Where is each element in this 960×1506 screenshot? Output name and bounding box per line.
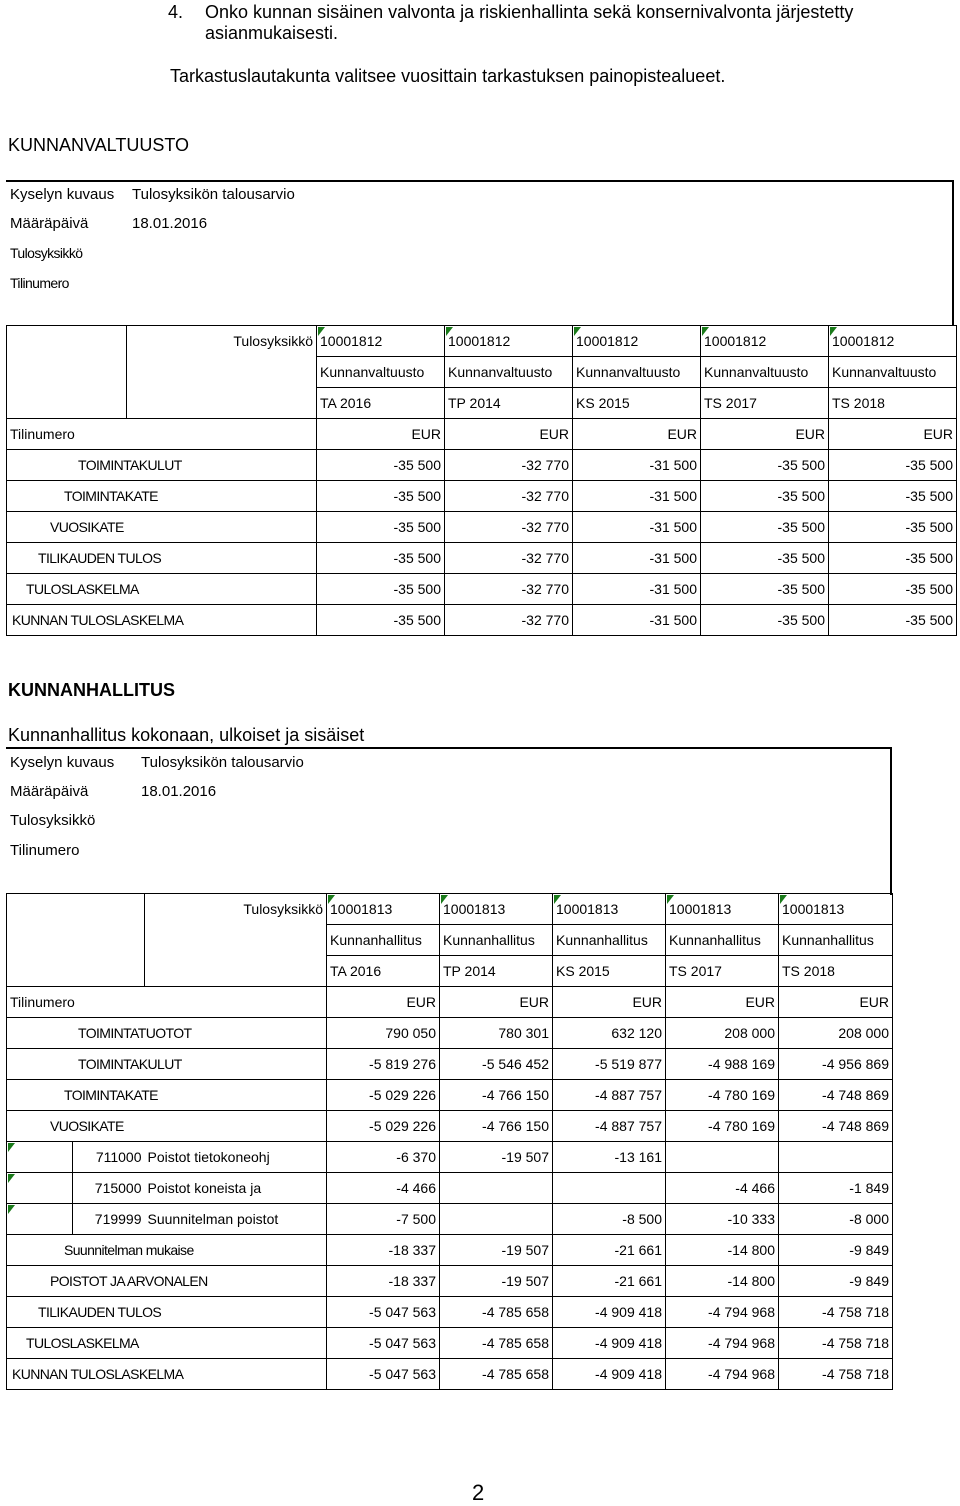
- value-cell: -5 819 276: [327, 1049, 440, 1080]
- row-label: [7, 1266, 327, 1297]
- cell-text: TP 2014: [443, 963, 496, 979]
- row-label: [7, 605, 317, 636]
- column-period: [666, 956, 779, 987]
- value-cell: -4 766 150: [440, 1080, 553, 1111]
- value-cell: -35 500: [317, 574, 445, 605]
- value-cell: -14 800: [666, 1235, 779, 1266]
- value-cell: -32 770: [445, 574, 573, 605]
- value-cell: -35 500: [701, 481, 829, 512]
- cell-text: TS 2018: [782, 963, 835, 979]
- page-number: 2: [472, 1480, 485, 1505]
- value-cell: -4 794 968: [666, 1359, 779, 1390]
- table-header-row: [7, 357, 957, 388]
- value-cell: -4 780 169: [666, 1111, 779, 1142]
- table-header-row: [7, 388, 957, 419]
- value-cell: -4 887 757: [553, 1111, 666, 1142]
- table-row: [7, 1328, 893, 1359]
- value-cell: -21 661: [553, 1266, 666, 1297]
- value-cell: -35 500: [317, 481, 445, 512]
- value-cell: -5 519 877: [553, 1049, 666, 1080]
- section-heading-kunnanhallitus: KUNNANHALLITUS: [8, 680, 175, 700]
- column-name: [440, 925, 553, 956]
- value-cell: -4 758 718: [779, 1328, 893, 1359]
- value-cell: -35 500: [317, 450, 445, 481]
- account-label: Tilinumero: [10, 275, 69, 291]
- cell-text: Kunnanhallitus: [556, 932, 648, 948]
- column-period: [445, 388, 573, 419]
- cell-text: EUR: [795, 426, 825, 442]
- value-cell: -4 909 418: [553, 1328, 666, 1359]
- value-cell: -35 500: [829, 512, 957, 543]
- cell-text: EUR: [923, 426, 953, 442]
- value-cell: -35 500: [829, 574, 957, 605]
- row-label-text: POISTOT JA ARVONALEN: [50, 1273, 208, 1289]
- value-cell: -4 466: [666, 1173, 779, 1204]
- row-label-text: KUNNAN TULOSLASKELMA: [12, 1366, 184, 1382]
- cell-text: KS 2015: [556, 963, 610, 979]
- table-header-row: [7, 326, 957, 357]
- value-cell: 208 000: [779, 1018, 893, 1049]
- cell-text: Kunnanvaltuusto: [832, 364, 937, 380]
- value-cell: -6 370: [327, 1142, 440, 1173]
- unit-label: Tulosyksikkö: [10, 812, 96, 829]
- cell-text: TS 2017: [704, 395, 757, 411]
- report-info-frame-2: [6, 747, 892, 895]
- list-number-4: 4.: [168, 2, 184, 22]
- value-cell: -4 466: [327, 1173, 440, 1204]
- value-cell: -4 794 968: [666, 1328, 779, 1359]
- row-label: [7, 1049, 327, 1080]
- value-cell: -35 500: [701, 574, 829, 605]
- intro-sentence: Tarkastuslautakunta valitsee vuosittain tarkastuksen painopistealueet.: [170, 66, 726, 86]
- cell-text: 10001813: [556, 901, 619, 917]
- value-cell: -35 500: [829, 543, 957, 574]
- value-cell: -35 500: [701, 512, 829, 543]
- column-period: [317, 388, 445, 419]
- value-cell: -31 500: [573, 481, 701, 512]
- column-currency: [553, 987, 666, 1018]
- table-row: [7, 1235, 893, 1266]
- value-cell: [779, 1142, 893, 1173]
- column-unit: [666, 894, 779, 925]
- row-label: [7, 1297, 327, 1328]
- cell-text: 10001812: [320, 333, 383, 349]
- header-blank-cell: [7, 326, 127, 419]
- table-row: [7, 1359, 893, 1390]
- value-cell: -9 849: [779, 1266, 893, 1297]
- value-cell: -4 988 169: [666, 1049, 779, 1080]
- column-currency: [440, 987, 553, 1018]
- cell-text: Kunnanvaltuusto: [576, 364, 681, 380]
- cell-text: EUR: [411, 426, 441, 442]
- account-code: 719999: [73, 1204, 145, 1235]
- cell-text: EUR: [859, 994, 889, 1010]
- value-cell: -19 507: [440, 1266, 553, 1297]
- column-currency: [666, 987, 779, 1018]
- value-cell: -35 500: [317, 605, 445, 636]
- column-period: [440, 956, 553, 987]
- value-cell: -5 546 452: [440, 1049, 553, 1080]
- date-value: 18.01.2016: [141, 783, 217, 800]
- cell-text: Kunnanhallitus: [669, 932, 761, 948]
- column-unit: [779, 894, 893, 925]
- value-cell: -10 333: [666, 1204, 779, 1235]
- value-cell: -32 770: [445, 512, 573, 543]
- value-cell: -35 500: [317, 543, 445, 574]
- cell-text: Kunnanvaltuusto: [320, 364, 425, 380]
- table-row: [7, 450, 957, 481]
- value-cell: -4 785 658: [440, 1359, 553, 1390]
- value-cell: -35 500: [829, 481, 957, 512]
- table-row: [7, 512, 957, 543]
- cell-text: 10001813: [669, 901, 732, 917]
- table-row: [7, 1142, 893, 1173]
- table-header-row: [7, 419, 957, 450]
- value-cell: -5 047 563: [327, 1297, 440, 1328]
- value-cell: -4 766 150: [440, 1111, 553, 1142]
- column-unit: [445, 326, 573, 357]
- unit-header: Tulosyksikkö: [145, 894, 327, 925]
- query-value: Tulosyksikön talousarvio: [132, 186, 295, 203]
- cell-text: 10001813: [782, 901, 845, 917]
- account-name: Suunnitelman poistot: [145, 1204, 327, 1235]
- comment-marker-icon: [328, 895, 335, 904]
- value-cell: -4 956 869: [779, 1049, 893, 1080]
- value-cell: -35 500: [829, 605, 957, 636]
- cell-text: TS 2018: [832, 395, 885, 411]
- value-cell: -4 794 968: [666, 1297, 779, 1328]
- column-name: [553, 925, 666, 956]
- comment-marker-icon: [8, 1143, 15, 1152]
- value-cell: -4 758 718: [779, 1297, 893, 1328]
- cell-text: Kunnanhallitus: [443, 932, 535, 948]
- column-period: [553, 956, 666, 987]
- cell-text: EUR: [539, 426, 569, 442]
- budget-table-kunnanvaltuusto: [6, 325, 957, 636]
- row-label-text: TILIKAUDEN TULOS: [38, 1304, 162, 1320]
- account-name: Poistot koneista ja: [145, 1173, 327, 1204]
- comment-marker-icon: [8, 1174, 15, 1183]
- row-label-text: Suunnitelman mukaise: [64, 1242, 194, 1258]
- comment-marker-icon: [702, 327, 709, 336]
- value-cell: -8 000: [779, 1204, 893, 1235]
- value-cell: -35 500: [829, 450, 957, 481]
- account-name: Poistot tietokoneohj: [145, 1142, 327, 1173]
- value-cell: -35 500: [701, 605, 829, 636]
- cell-text: EUR: [632, 994, 662, 1010]
- row-label: [7, 1235, 327, 1266]
- row-label: [7, 1328, 327, 1359]
- column-unit: [327, 894, 440, 925]
- row-label: [7, 512, 317, 543]
- row-marker-cell: [7, 1142, 73, 1173]
- table-row: [7, 1080, 893, 1111]
- list-item-4-line1: Onko kunnan sisäinen valvonta ja riskienhallinta sekä konsernivalvonta järjestetty: [205, 2, 854, 22]
- table-row: [7, 1297, 893, 1328]
- cell-text: 10001812: [704, 333, 767, 349]
- table-row: [7, 574, 957, 605]
- column-unit: [829, 326, 957, 357]
- row-marker-cell: [7, 1173, 73, 1204]
- query-value: Tulosyksikön talousarvio: [141, 754, 304, 771]
- comment-marker-icon: [574, 327, 581, 336]
- cell-text: Kunnanvaltuusto: [448, 364, 553, 380]
- row-label: [7, 1359, 327, 1390]
- value-cell: -32 770: [445, 605, 573, 636]
- value-cell: [666, 1142, 779, 1173]
- column-unit: [573, 326, 701, 357]
- value-cell: -19 507: [440, 1142, 553, 1173]
- row-label-text: TULOSLASKELMA: [26, 581, 139, 597]
- cell-text: TA 2016: [320, 395, 372, 411]
- query-label: Kyselyn kuvaus: [10, 754, 115, 771]
- comment-marker-icon: [8, 1205, 15, 1214]
- column-currency: [701, 419, 829, 450]
- value-cell: -13 161: [553, 1142, 666, 1173]
- row-label-text: KUNNAN TULOSLASKELMA: [12, 612, 184, 628]
- value-cell: -4 758 718: [779, 1359, 893, 1390]
- comment-marker-icon: [318, 327, 325, 336]
- value-cell: -32 770: [445, 543, 573, 574]
- table-row: [7, 1111, 893, 1142]
- column-currency: [327, 987, 440, 1018]
- value-cell: -4 785 658: [440, 1297, 553, 1328]
- column-name: [701, 357, 829, 388]
- row-label-text: TOIMINTAKATE: [64, 488, 158, 504]
- value-cell: -4 909 418: [553, 1297, 666, 1328]
- cell-text: TS 2017: [669, 963, 722, 979]
- budget-table-kunnanhallitus: [6, 893, 893, 1390]
- account-label: Tilinumero: [10, 842, 80, 859]
- account-header: Tilinumero: [7, 419, 317, 450]
- row-label-text: VUOSIKATE: [50, 1118, 124, 1134]
- unit-header: Tulosyksikkö: [127, 326, 317, 357]
- row-label: [7, 543, 317, 574]
- date-label: Määräpäivä: [10, 783, 89, 800]
- comment-marker-icon: [554, 895, 561, 904]
- cell-text: EUR: [667, 426, 697, 442]
- value-cell: [553, 1173, 666, 1204]
- value-cell: [440, 1204, 553, 1235]
- account-header: Tilinumero: [7, 987, 327, 1018]
- column-currency: [829, 419, 957, 450]
- value-cell: -7 500: [327, 1204, 440, 1235]
- list-item-4-line2: asianmukaisesti.: [205, 23, 339, 43]
- column-currency: [573, 419, 701, 450]
- row-label: [7, 574, 317, 605]
- cell-text: TP 2014: [448, 395, 501, 411]
- value-cell: 208 000: [666, 1018, 779, 1049]
- value-cell: -9 849: [779, 1235, 893, 1266]
- cell-text: 10001812: [448, 333, 511, 349]
- cell-text: 10001812: [832, 333, 895, 349]
- value-cell: -32 770: [445, 481, 573, 512]
- row-label: [7, 1111, 327, 1142]
- cell-text: 10001812: [576, 333, 639, 349]
- table-row: [7, 1204, 893, 1235]
- row-label: [7, 450, 317, 481]
- value-cell: [440, 1173, 553, 1204]
- cell-text: Kunnanhallitus: [330, 932, 422, 948]
- header-spacer: [145, 925, 327, 956]
- value-cell: -21 661: [553, 1235, 666, 1266]
- value-cell: -19 507: [440, 1235, 553, 1266]
- value-cell: -31 500: [573, 605, 701, 636]
- column-name: [573, 357, 701, 388]
- comment-marker-icon: [441, 895, 448, 904]
- column-name: [317, 357, 445, 388]
- value-cell: -35 500: [317, 512, 445, 543]
- cell-text: Kunnanhallitus: [782, 932, 874, 948]
- table-header-row: [7, 987, 893, 1018]
- column-name: [327, 925, 440, 956]
- value-cell: -32 770: [445, 450, 573, 481]
- header-spacer: [127, 388, 317, 419]
- column-name: [445, 357, 573, 388]
- date-label: Määräpäivä: [10, 215, 89, 232]
- cell-text: EUR: [406, 994, 436, 1010]
- table-row: [7, 1018, 893, 1049]
- section-heading-kunnanvaltuusto: KUNNANVALTUUSTO: [8, 135, 190, 155]
- value-cell: 632 120: [553, 1018, 666, 1049]
- row-label-text: VUOSIKATE: [50, 519, 124, 535]
- table-row: [7, 543, 957, 574]
- column-currency: [779, 987, 893, 1018]
- column-name: [666, 925, 779, 956]
- value-cell: -31 500: [573, 543, 701, 574]
- column-period: [779, 956, 893, 987]
- value-cell: 780 301: [440, 1018, 553, 1049]
- value-cell: -4 909 418: [553, 1359, 666, 1390]
- value-cell: -35 500: [701, 543, 829, 574]
- value-cell: -35 500: [701, 450, 829, 481]
- row-label-text: TOIMINTAKULUT: [78, 457, 182, 473]
- query-label: Kyselyn kuvaus: [10, 186, 115, 203]
- cell-text: 10001813: [330, 901, 393, 917]
- column-name: [829, 357, 957, 388]
- header-blank-cell: [7, 894, 145, 987]
- comment-marker-icon: [667, 895, 674, 904]
- row-label-text: TOIMINTAKULUT: [78, 1056, 182, 1072]
- table-row: [7, 1049, 893, 1080]
- column-unit: [553, 894, 666, 925]
- value-cell: -5 047 563: [327, 1359, 440, 1390]
- value-cell: -4 748 869: [779, 1111, 893, 1142]
- account-code: 711000: [73, 1142, 145, 1173]
- section-subheading: Kunnanhallitus kokonaan, ulkoiset ja sisäiset: [8, 725, 365, 745]
- comment-marker-icon: [780, 895, 787, 904]
- value-cell: -31 500: [573, 512, 701, 543]
- value-cell: -18 337: [327, 1266, 440, 1297]
- value-cell: -4 780 169: [666, 1080, 779, 1111]
- cell-text: EUR: [519, 994, 549, 1010]
- cell-text: Kunnanvaltuusto: [704, 364, 809, 380]
- value-cell: -5 029 226: [327, 1111, 440, 1142]
- cell-text: EUR: [745, 994, 775, 1010]
- account-code: 715000: [73, 1173, 145, 1204]
- table-row: [7, 481, 957, 512]
- column-period: [829, 388, 957, 419]
- column-unit: [701, 326, 829, 357]
- row-label: [7, 1018, 327, 1049]
- row-label: [7, 481, 317, 512]
- value-cell: -5 029 226: [327, 1080, 440, 1111]
- row-label-text: TOIMINTAKATE: [64, 1087, 158, 1103]
- column-currency: [445, 419, 573, 450]
- value-cell: -31 500: [573, 450, 701, 481]
- value-cell: -1 849: [779, 1173, 893, 1204]
- row-label-text: TOIMINTATUOTOT: [78, 1025, 192, 1041]
- cell-text: TA 2016: [330, 963, 382, 979]
- date-value: 18.01.2016: [132, 215, 208, 232]
- value-cell: 790 050: [327, 1018, 440, 1049]
- value-cell: -8 500: [553, 1204, 666, 1235]
- column-currency: [317, 419, 445, 450]
- value-cell: -4 887 757: [553, 1080, 666, 1111]
- row-label-text: TILIKAUDEN TULOS: [38, 550, 162, 566]
- column-unit: [440, 894, 553, 925]
- unit-label: Tulosyksikkö: [10, 245, 83, 261]
- table-row: [7, 1266, 893, 1297]
- column-name: [779, 925, 893, 956]
- column-period: [701, 388, 829, 419]
- value-cell: -14 800: [666, 1266, 779, 1297]
- value-cell: -31 500: [573, 574, 701, 605]
- comment-marker-icon: [446, 327, 453, 336]
- column-period: [573, 388, 701, 419]
- value-cell: -5 047 563: [327, 1328, 440, 1359]
- table-row: [7, 605, 957, 636]
- table-header-row: [7, 894, 893, 925]
- value-cell: -18 337: [327, 1235, 440, 1266]
- cell-text: 10001813: [443, 901, 506, 917]
- value-cell: -4 748 869: [779, 1080, 893, 1111]
- row-label: [7, 1080, 327, 1111]
- column-unit: [317, 326, 445, 357]
- column-period: [327, 956, 440, 987]
- table-row: [7, 1173, 893, 1204]
- comment-marker-icon: [830, 327, 837, 336]
- header-spacer: [145, 956, 327, 987]
- row-marker-cell: [7, 1204, 73, 1235]
- value-cell: -4 785 658: [440, 1328, 553, 1359]
- cell-text: KS 2015: [576, 395, 630, 411]
- header-spacer: [127, 357, 317, 388]
- row-label-text: TULOSLASKELMA: [26, 1335, 139, 1351]
